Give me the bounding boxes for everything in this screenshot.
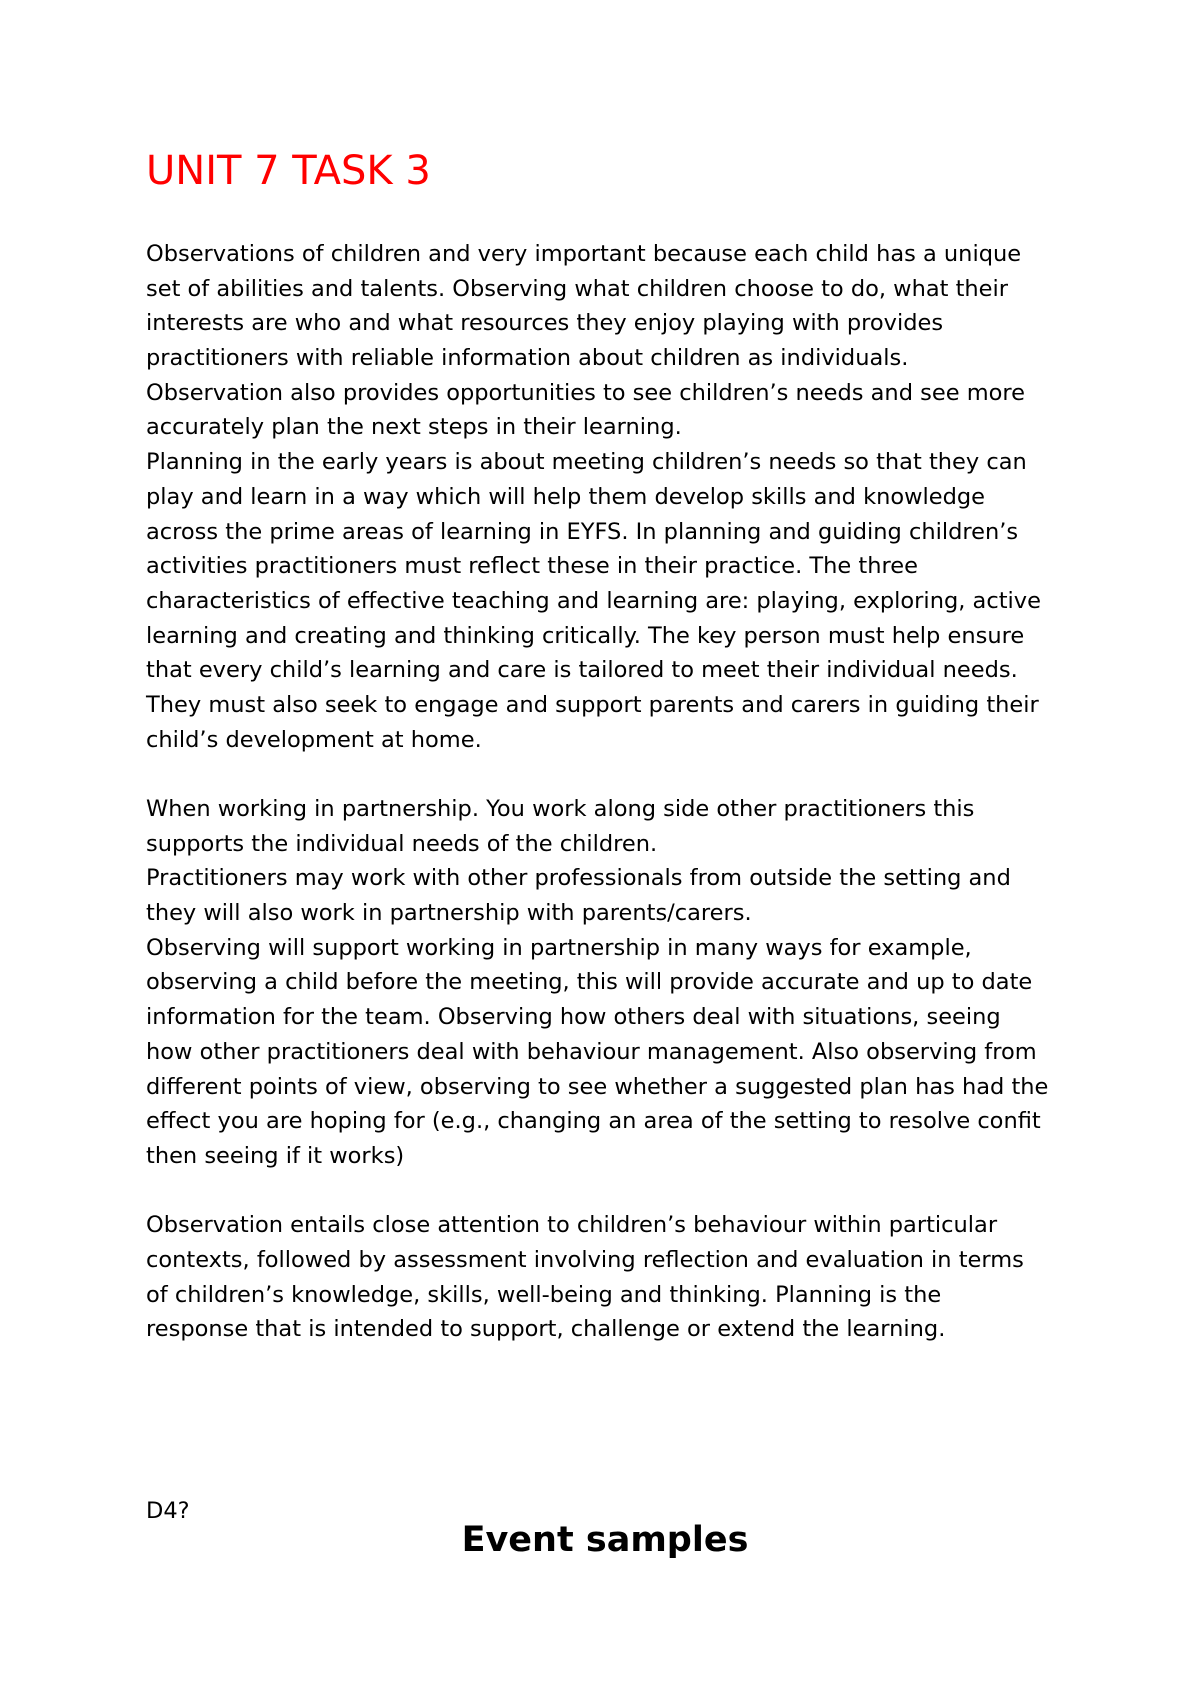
text-line: different points of view, observing to see whether a suggested plan has had the bbox=[146, 1073, 1049, 1100]
paragraph-2 bbox=[146, 792, 1146, 1174]
paragraph-3 bbox=[146, 1208, 1146, 1347]
text-line: effect you are hoping for (e.g., changing an area of the setting to resolve confit bbox=[146, 1108, 1041, 1135]
text-line: set of abilities and talents. Observing what children choose to do, what their bbox=[146, 275, 1009, 302]
text-line: learning and creating and thinking critically. The key person must help ensure bbox=[146, 622, 1025, 649]
text-line: play and learn in a way which will help them develop skills and knowledge bbox=[146, 483, 986, 510]
paragraph-gap bbox=[146, 1174, 1146, 1209]
document-title: UNIT 7 TASK 3 bbox=[146, 148, 431, 194]
text-line: When working in partnership. You work along side other practitioners this bbox=[146, 796, 975, 822]
text-line: accurately plan the next steps in their learning. bbox=[146, 414, 682, 441]
paragraph-1 bbox=[146, 237, 1146, 757]
text-line: supports the individual needs of the children. bbox=[146, 830, 658, 857]
text-line: Observations of children and very important because each child has a unique bbox=[146, 241, 1022, 267]
text-line: interests are who and what resources they enjoy playing with provides bbox=[146, 310, 944, 337]
paragraph-gap bbox=[146, 757, 1146, 792]
section-heading bbox=[0, 1515, 1200, 1565]
document-body bbox=[146, 237, 1146, 1347]
text-line: contexts, followed by assessment involving reflection and evaluation in terms bbox=[146, 1246, 1024, 1273]
text-line: that every child’s learning and care is tailored to meet their individual needs. bbox=[146, 657, 1018, 684]
text-line: Practitioners may work with other professionals from outside the setting and bbox=[146, 865, 1011, 892]
text-line: Observing will support working in partnership in many ways for example, bbox=[146, 934, 972, 961]
text-line: characteristics of effective teaching and learning are: playing, exploring, active bbox=[146, 587, 1041, 614]
text-line: response that is intended to support, challenge or extend the learning. bbox=[146, 1316, 946, 1343]
question-label: D4? bbox=[146, 1498, 190, 1524]
text-line: Observation entails close attention to children’s behaviour within particular bbox=[146, 1212, 998, 1239]
text-line: They must also seek to engage and support parents and carers in guiding their bbox=[146, 691, 1039, 718]
text-line: observing a child before the meeting, this will provide accurate and up to date bbox=[146, 969, 1033, 996]
text-line: practitioners with reliable information about children as individuals. bbox=[146, 345, 909, 372]
text-line: Observation also provides opportunities to see children’s needs and see more bbox=[146, 379, 1025, 406]
text-line: across the prime areas of learning in EYFS. In planning and guiding children’s bbox=[146, 518, 1019, 545]
text-line: then seeing if it works) bbox=[146, 1142, 405, 1169]
text-line: Planning in the early years is about meeting children’s needs so that they can bbox=[146, 449, 1027, 476]
text-line: information for the team. Observing how others deal with situations, seeing bbox=[146, 1004, 1001, 1031]
text-line: activities practitioners must reflect these in their practice. The three bbox=[146, 553, 918, 580]
text-line: child’s development at home. bbox=[146, 726, 482, 753]
text-line: how other practitioners deal with behaviour management. Also observing from bbox=[146, 1038, 1037, 1065]
text-line: they will also work in partnership with parents/carers. bbox=[146, 900, 752, 927]
section-heading-text: Event samples bbox=[461, 1520, 749, 1560]
text-line: of children’s knowledge, skills, well-being and thinking. Planning is the bbox=[146, 1281, 942, 1308]
